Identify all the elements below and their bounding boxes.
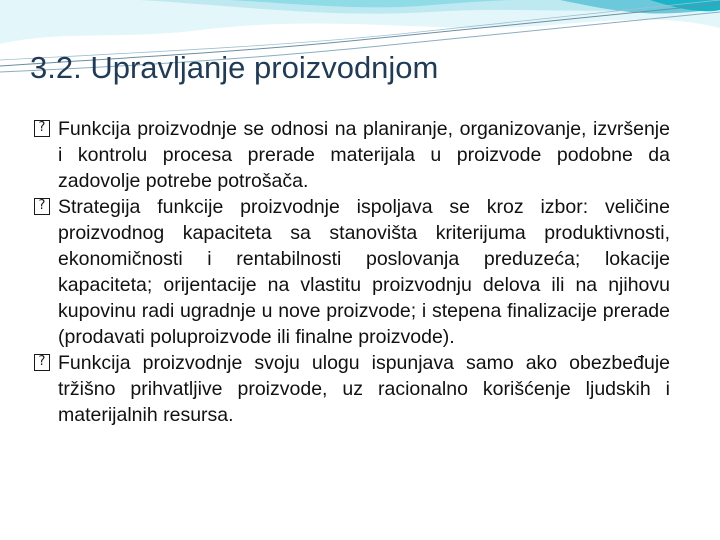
paragraph-1-text: Funkcija proizvodnje se odnosi na planiranje, organizovanje, izvršenje i kontrolu procesa prerade materijala u proizvode podobne da zadovolje potrebe potrošača. [58,118,670,192]
bullet-icon: ? [34,198,50,215]
slide-title: 3.2. Upravljanje proizvodnjom [30,50,439,85]
paragraph-2-text: Strategija funkcije proizvodnje ispoljava se kroz izbor: veličine proizvodnog kapaciteta sa stanovišta kriterijuma produktivnosti, ekonomičnosti i rentabilnosti poslovanja preduzeća; lokacije kapaciteta; orijentacije na vlastitu proizvodnju delova ili na njihovu kupovinu radi ugradnje u nove proizvode; i stepena finalizacije prerade (prodavati poluproizvode ili finalne proizvode). [58,196,670,348]
paragraph-1 [32,116,670,194]
bullet-icon: ? [34,354,50,371]
paragraph-3-text: Funkcija proizvodnje svoju ulogu ispunjava samo ako obezbeđuje tržišno prihvatljive proizvode, uz racionalno korišćenje ljudskih i materijalnih resursa. [58,352,670,426]
paragraph-2 [32,194,670,350]
bullet-icon: ? [34,120,50,137]
slide-body [32,116,670,428]
paragraph-3 [32,350,670,428]
